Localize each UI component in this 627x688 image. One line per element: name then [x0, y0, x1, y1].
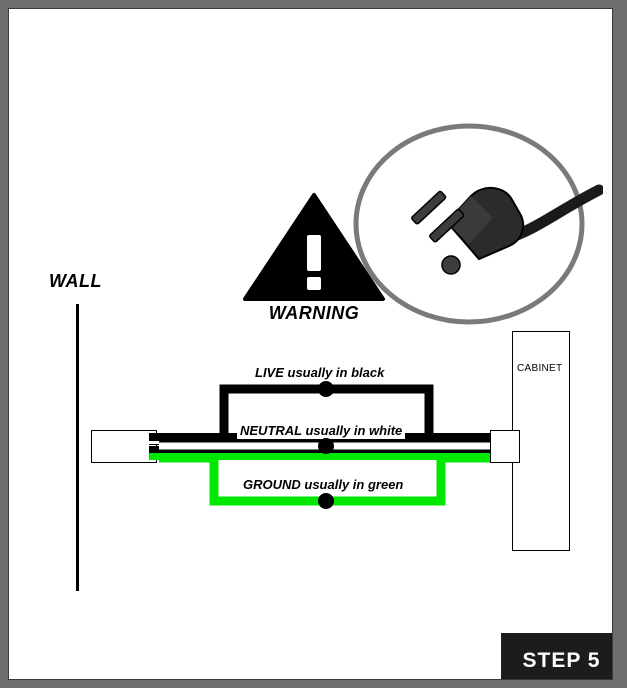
ground-junction-dot	[318, 493, 334, 509]
step-badge	[501, 633, 613, 680]
wire-routing-paths	[9, 9, 613, 680]
neutral-junction-dot	[318, 438, 334, 454]
diagram-canvas	[8, 8, 613, 680]
wall-label: WALL	[49, 271, 102, 291]
neutral-wire-label: NEUTRAL usually in white	[237, 422, 405, 439]
ground-wire-label: GROUND usually in green	[240, 476, 406, 493]
cabinet-label: CABINET	[517, 363, 563, 374]
step-badge-label: STEP 5	[522, 649, 601, 672]
warning-label: WARNING	[268, 303, 360, 323]
live-junction-dot	[318, 381, 334, 397]
cabinet-inlet	[490, 430, 520, 463]
power-plug-icon	[351, 122, 603, 327]
live-wire-label: LIVE usually in black	[252, 364, 387, 381]
